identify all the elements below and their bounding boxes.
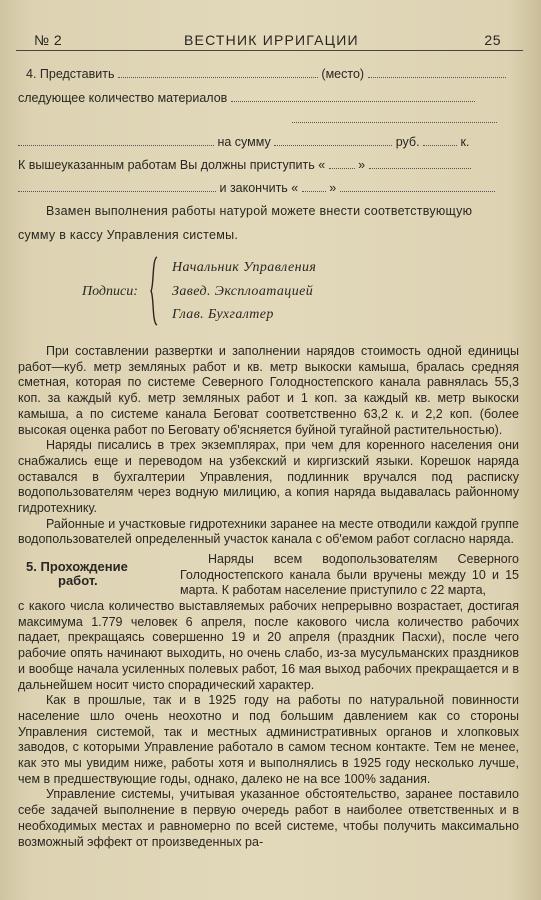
body-paragraphs bbox=[18, 344, 519, 548]
form-line-payment: Взамен выполнения работы натурой можете внести соответствующую bbox=[46, 204, 473, 218]
form-kop-label: к. bbox=[460, 135, 470, 149]
form-finish-label: и закончить « bbox=[219, 181, 299, 195]
form-line-place bbox=[26, 66, 506, 82]
page-number: 25 bbox=[484, 32, 501, 48]
section-title: Прохождение bbox=[40, 559, 128, 574]
paragraph-copies: Наряды писались в трех экземплярах, при чем для коренного населения они снабжались еще и переводом на узбекский и киргизский языки. Корешок наряда оставался в бухгалтерии Управления, подлинник вручался под расписку водопользователям через водную милицию, а копия наряда выдавалась районному гидротехнику. bbox=[18, 438, 519, 516]
form-line-finish bbox=[18, 180, 495, 196]
form-start-label: К вышеуказанным работам Вы должны приступить « bbox=[18, 158, 326, 172]
running-header bbox=[34, 30, 519, 52]
paragraph-past-years: Как в прошлые, так и в 1925 году на работы по натуральной повинности население шло очень неохотно и под большим давлением как со стороны Управления системой, так и местных административных органов и хлопковых заводов, с которыми Управление работало в самом тесном контакте. Тем не менее, как это мы увидим ниже, работы хотя и выполнялись в 1925 году несколько лучше, чем в предшествующие годы, однако, далеко не на все 100% задания. bbox=[18, 693, 519, 786]
signatures-label: Подписи: bbox=[82, 284, 138, 299]
header-rule bbox=[16, 50, 523, 51]
paragraph-hydrotechnicians: Районные и участковые гидротехники заранее на месте отводили каждой группе водопользователей определенный участок канала с об'емом работ согласно наряда. bbox=[18, 516, 519, 547]
paragraph-administration: Управление системы, учитывая указанное обстоятельство, заранее поставило себе задачей выполнение в первую очередь работ в наиболее ответственных и в необходимых местах и равномерно по всей системе, чтобы получить максимально возможный эффект от произведенных ра- bbox=[18, 787, 519, 849]
form-line-cashdesk: сумму в кассу Управления системы. bbox=[18, 228, 239, 242]
signature-chief-accountant: Глав. Бухгалтер bbox=[172, 307, 274, 322]
issue-number: № 2 bbox=[34, 32, 63, 48]
form-place-hint: (место) bbox=[321, 67, 365, 81]
section-title-line2: работ. bbox=[58, 573, 98, 588]
body-paragraphs-2 bbox=[18, 599, 519, 850]
form-finish-quote: » bbox=[329, 181, 337, 195]
paragraph-workers: с какого числа количество выставляемых рабочих непрерывно возрастает, достигая максимума 1.779 человек 6 апреля, после какового числа количество рабочих падает, прекращаясь совершенно 19 и 20 апреля (праздник Пасхи), после чего рабочие опять начинают выходить, но очень слабо, из-за мусульманских праздников и вообще начала усиленных полевых работ, 16 мая выход рабочих прекращается и в дальнейшем носит чисто спорадический характер. bbox=[18, 599, 519, 692]
form-materials-label: следующее количество материалов bbox=[18, 91, 228, 105]
form-line-blank bbox=[292, 111, 497, 127]
form-line-start bbox=[18, 157, 471, 173]
section-5-lead: Наряды всем водопользователям Северного Голодностепского канала были вручены между 10 и 15 марта. К работам население приступило с 22 марта, bbox=[180, 552, 519, 598]
form-place-label: 4. Представить bbox=[26, 67, 115, 81]
section-5-heading bbox=[26, 560, 174, 588]
signature-operations-manager: Завед. Эксплоатацией bbox=[172, 284, 314, 299]
form-line-materials bbox=[18, 90, 475, 106]
form-line-sum bbox=[18, 134, 469, 150]
signature-brace bbox=[150, 256, 158, 326]
paragraph-estimate: При составлении развертки и заполнении нарядов стоимость одной единицы работ—куб. метр земляных работ и кв. метр выкоски камыша, бралась средняя сметная, которая по системе Северного Голодностепского канала равнялась 55,3 коп. за каждый куб. метр земляных работ и 1 коп. за каждый кв. метр выкоски камыша, а по системе канала Беговат соответственно 63,2 к. и 2,2 коп. (более высокая оценка работ по Беговату об'ясняется буйной тугайной растительностью). bbox=[18, 344, 519, 437]
signature-head-of-administration: Начальник Управления bbox=[172, 260, 317, 275]
form-rub-label: руб. bbox=[395, 135, 420, 149]
form-start-quote: » bbox=[358, 158, 366, 172]
journal-title: ВЕСТНИК ИРРИГАЦИИ bbox=[184, 32, 359, 48]
form-sum-label: на сумму bbox=[217, 135, 271, 149]
section-number: 5. bbox=[26, 559, 37, 574]
